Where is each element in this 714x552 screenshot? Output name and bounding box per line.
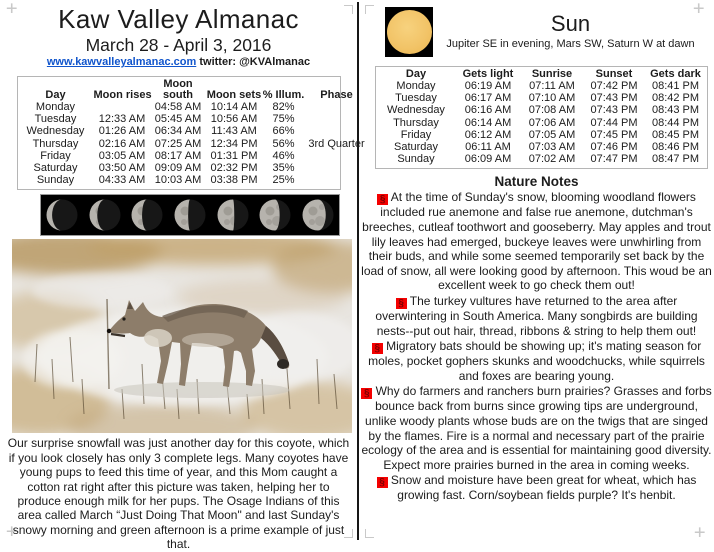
- moon-table-box: [17, 76, 365, 190]
- table-cell: 05:45 AM: [154, 113, 202, 126]
- nature-notes-list: [360, 190, 713, 503]
- section-marker-icon: §: [361, 388, 372, 399]
- contact-line: [0, 56, 357, 69]
- moon-phase-icon: [300, 197, 336, 233]
- table-cell: 01:31 PM: [210, 149, 258, 162]
- table-cell: 07:11 AM: [529, 80, 575, 92]
- website-link[interactable]: www.kawvalleyalmanac.com: [46, 56, 197, 68]
- table-cell: 10:03 AM: [154, 174, 202, 187]
- table-cell: 06:16 AM: [464, 104, 512, 117]
- table-cell: 06:17 AM: [464, 92, 512, 105]
- column-header: Moon rises: [93, 89, 152, 101]
- table-cell: Tuesday: [395, 92, 437, 105]
- table-row: [376, 104, 707, 116]
- column-header: Sunset: [595, 68, 633, 80]
- table-row: [18, 113, 369, 125]
- table-cell: 07:46 PM: [590, 141, 638, 154]
- table-cell: 07:44 PM: [590, 116, 638, 129]
- column-header: Gets light: [462, 68, 514, 80]
- moon-phase-icon: [87, 197, 123, 233]
- table-cell: Monday: [396, 80, 436, 92]
- table-cell: 07:42 PM: [590, 80, 638, 92]
- table-cell: Friday: [400, 128, 432, 141]
- sun-header: [385, 7, 708, 57]
- table-cell: 01:26 AM: [98, 125, 146, 138]
- table-cell: 07:43 PM: [590, 104, 638, 117]
- table-row: [18, 174, 369, 186]
- crop-mark: +: [694, 521, 706, 543]
- table-cell: 56%: [272, 137, 295, 150]
- column-header: Day: [45, 89, 66, 101]
- page-title: Kaw Valley Almanac: [58, 4, 299, 34]
- table-cell: 07:08 AM: [528, 104, 576, 117]
- nature-notes-heading: Nature Notes: [494, 174, 579, 190]
- table-cell: 07:43 PM: [590, 92, 638, 105]
- moon-table-header-row: [18, 79, 369, 101]
- section-marker-icon: §: [377, 477, 388, 488]
- table-cell: 06:19 AM: [464, 80, 512, 92]
- table-cell: 06:11 AM: [465, 141, 511, 154]
- table-row: [18, 101, 369, 113]
- table-cell: 08:47 PM: [651, 153, 700, 166]
- sun-table-box: [375, 66, 708, 169]
- column-header: Sunrise: [531, 68, 573, 80]
- table-row: [376, 80, 707, 92]
- table-cell: 07:05 AM: [528, 128, 576, 141]
- table-cell: Monday: [35, 101, 76, 113]
- nature-note: § Why do farmers and ranchers burn prairies? Grasses and forbs bounce back from burns since growing tips are underground, unlike woody plants whose buds are on the twigs that are singed by the flames. Fire is a normal and necessary part of the prairie ecology of the area and is essential for maintaining good diversity. Expect more prairies burned in the area in coming weeks.: [361, 384, 712, 472]
- table-cell: 07:10 AM: [528, 92, 576, 105]
- right-page: [359, 0, 714, 543]
- column-header: Day: [405, 68, 427, 80]
- sun-table-header-row: [376, 69, 707, 80]
- table-cell: Wednesday: [387, 104, 445, 117]
- moon-phase-icon: [44, 197, 80, 233]
- nature-note: § Snow and moisture have been great for wheat, which has growing fast. Corn/soybean fields purple? It's henbit.: [360, 473, 713, 503]
- table-cell: 10:14 AM: [210, 101, 258, 113]
- table-cell: [94, 101, 151, 113]
- table-cell: 75%: [272, 113, 295, 126]
- table-cell: 3rd Quarter: [308, 137, 365, 150]
- nature-note: § At the time of Sunday's snow, blooming woodland flowers included rue anemone and false rue anemone, dutchman's breeches, cutleaf toothwort and gooseberry. May apples and trout lily leaves had emerged, buckeye leaves were unwhirling from their buds, and while some seemed temporarily set back by the load of snow, all were looking good by afternoon. This woud be an excellent week to go check them out!: [361, 190, 712, 293]
- date-range: March 28 - April 3, 2016: [85, 35, 272, 55]
- table-cell: 07:03 AM: [528, 141, 576, 154]
- column-header: Gets dark: [650, 68, 701, 80]
- photo-caption: Our surprise snowfall was just another day for this coyote, which if you look closely has only 3 complete legs. Many coyotes have young pups to feed this time of year, and this Mom caught a cotton rat right after this picture was taken, helping her to produce enough milk for her pups. The Osage Indians of this area called March “Just Doing That Moon" and last Sunday's snowy morning and green afternoon is a prime example of just that.: [7, 436, 350, 552]
- crop-mark: +: [6, 520, 18, 542]
- table-cell: Friday: [40, 149, 71, 162]
- table-cell: 08:46 PM: [651, 141, 700, 154]
- table-cell: Thursday: [393, 116, 439, 129]
- twitter-handle: twitter: @KVAlmanac: [199, 56, 311, 68]
- table-cell: 08:43 PM: [651, 104, 700, 117]
- table-cell: Tuesday: [34, 113, 77, 126]
- table-cell: 06:12 AM: [464, 128, 512, 141]
- table-cell: 07:06 AM: [528, 116, 576, 129]
- table-cell: 06:14 AM: [464, 116, 512, 129]
- table-row: [376, 141, 707, 153]
- table-cell: 03:38 PM: [210, 174, 258, 187]
- table-row: [18, 150, 369, 162]
- table-cell: 66%: [272, 125, 295, 138]
- sun-table: [376, 69, 707, 165]
- table-cell: 04:58 AM: [154, 101, 202, 113]
- table-cell: Saturday: [393, 141, 439, 154]
- section-title: Sun: [550, 11, 591, 36]
- table-cell: Thursday: [32, 137, 79, 150]
- table-cell: 08:17 AM: [154, 149, 202, 162]
- table-row: [376, 92, 707, 104]
- table-cell: 08:42 PM: [651, 92, 700, 105]
- sun-photo: [385, 7, 433, 57]
- table-row: [18, 162, 369, 174]
- section-marker-icon: §: [372, 343, 383, 354]
- table-cell: 07:47 PM: [590, 153, 638, 166]
- moon-phase-icon: [172, 197, 208, 233]
- table-row: [376, 117, 707, 129]
- table-cell: 35%: [272, 162, 295, 175]
- table-cell: 09:09 AM: [154, 162, 202, 175]
- table-cell: 06:09 AM: [464, 153, 512, 166]
- column-header: Phase: [320, 89, 353, 101]
- nature-note: § Migratory bats should be showing up; it's mating season for moles, pocket gophers skunks and woodchucks, while squirrels and foxes are bearing young.: [368, 339, 705, 383]
- table-cell: Sunday: [397, 153, 435, 166]
- table-cell: 06:34 AM: [154, 125, 202, 138]
- table-cell: 08:45 PM: [651, 128, 700, 141]
- column-header: Moon sets: [206, 89, 262, 101]
- table-cell: 07:45 PM: [590, 128, 638, 141]
- table-cell: 04:33 AM: [98, 174, 146, 187]
- sun-header-text: [433, 7, 708, 51]
- table-cell: 03:05 AM: [98, 149, 146, 162]
- coyote-shadow: [114, 382, 290, 398]
- table-cell: 12:33 AM: [98, 113, 146, 126]
- table-cell: 10:56 AM: [210, 113, 258, 126]
- column-header: % Illum.: [262, 89, 305, 101]
- coyote-photo: [12, 239, 352, 433]
- table-cell: 11:43 AM: [211, 125, 257, 138]
- sun-icon: [387, 10, 432, 54]
- planets-line: Jupiter SE in evening, Mars SW, Saturn W at dawn: [446, 38, 695, 50]
- moon-phase-icon: [257, 197, 293, 233]
- table-cell: 07:25 AM: [154, 137, 202, 150]
- table-cell: 08:44 PM: [651, 116, 700, 129]
- crop-mark: +: [6, 0, 18, 19]
- moon-phase-strip: [40, 194, 340, 236]
- table-cell: 02:16 AM: [98, 137, 146, 150]
- table-row: [376, 129, 707, 141]
- table-cell: 82%: [272, 101, 295, 113]
- table-row: [18, 125, 369, 137]
- table-cell: Wednesday: [26, 125, 85, 138]
- table-row: [376, 153, 707, 165]
- table-cell: 46%: [272, 149, 295, 162]
- moon-phase-icon: [215, 197, 251, 233]
- table-cell: Sunday: [36, 174, 75, 187]
- table-cell: 02:32 PM: [210, 162, 258, 175]
- table-row: [18, 138, 369, 150]
- table-cell: Saturday: [33, 162, 78, 175]
- table-cell: 12:34 PM: [210, 137, 258, 150]
- nature-note: § The turkey vultures have returned to the area after overwintering in South America. Many songbirds are building nests--put out hair, thread, ribbons & string to help them out!: [375, 293, 698, 338]
- table-cell: 08:41 PM: [651, 80, 700, 92]
- moon-phase-icon: [129, 197, 165, 233]
- section-marker-icon: §: [396, 298, 407, 309]
- crop-mark: +: [693, 0, 705, 19]
- section-marker-icon: §: [377, 194, 388, 205]
- table-cell: 03:50 AM: [98, 162, 146, 175]
- table-cell: 25%: [272, 174, 295, 187]
- table-cell: 07:02 AM: [528, 153, 576, 166]
- moon-table: [18, 79, 369, 186]
- column-header: Moon south: [163, 78, 193, 101]
